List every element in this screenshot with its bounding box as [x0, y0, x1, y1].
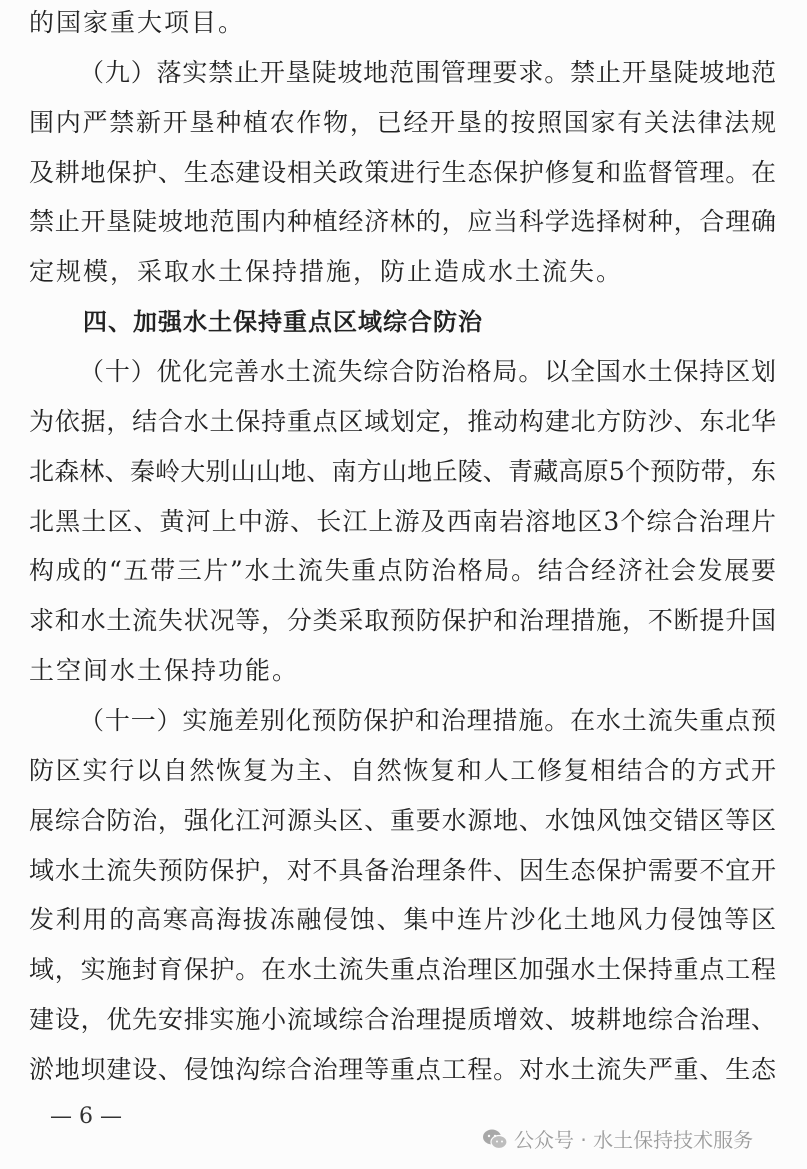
text-line: 展综合防治，强化江河源头区、重要水源地、水蚀风蚀交错区等区: [29, 805, 776, 835]
text-line: 域，实施封育保护。在水土流失重点治理区加强水土保持重点工程: [29, 955, 776, 985]
text-line: 域水土流失预防保护，对不具备治理条件、因生态保护需要不宜开: [29, 855, 776, 885]
text-line: 防区实行以自然恢复为主、自然恢复和人工修复相结合的方式开: [29, 755, 776, 785]
text-line: 土空间水土保持功能。: [29, 656, 300, 686]
wechat-icon: [482, 1128, 508, 1150]
paragraph-10-start: （十）优化完善水土流失综合防治格局。以全国水土保持区划: [79, 357, 776, 387]
text-line: 定规模，采取水土保持措施，防止造成水土流失。: [29, 257, 624, 287]
paragraph-9-start: （九）落实禁止开垦陡坡地范围管理要求。禁止开垦陡坡地范: [79, 57, 776, 87]
section-heading: 四、加强水土保持重点区域综合防治: [83, 308, 483, 337]
page-number: — 6 —: [50, 1104, 122, 1129]
text-line: 的国家重大项目。: [29, 8, 246, 37]
watermark: [482, 1124, 753, 1153]
text-line: 求和水土流失状况等，分类采取预防保护和治理措施，不断提升国: [29, 606, 776, 636]
text-line: 围内严禁新开垦种植农作物，已经开垦的按照国家有关法律法规: [29, 107, 776, 137]
text-line: 北森林、秦岭大别山山地、南方山地丘陵、青藏高原5个预防带，东: [29, 456, 776, 486]
text-line: 禁止开垦陡坡地范围内种植经济林的，应当科学选择树种，合理确: [29, 207, 776, 237]
document-body: [29, 0, 776, 1095]
paragraph-11-start: （十一）实施差别化预防保护和治理措施。在水土流失重点预: [79, 706, 776, 736]
text-line: 为依据，结合水土保持重点区域划定，推动构建北方防沙、东北华: [29, 406, 776, 436]
text-line: 发利用的高寒高海拔冻融侵蚀、集中连片沙化土地风力侵蚀等区: [29, 905, 776, 935]
watermark-text: 公众号 · 水土保持技术服务: [514, 1128, 754, 1152]
text-line: 北黑土区、黄河上中游、长江上游及西南岩溶地区3个综合治理片: [29, 506, 776, 536]
text-line: 淤地坝建设、侵蚀沟综合治理等重点工程。对水土流失严重、生态: [29, 1055, 776, 1085]
text-line: 及耕地保护、生态建设相关政策进行生态保护修复和监督管理。在: [29, 157, 776, 187]
text-line: 构成的“五带三片”水土流失重点防治格局。结合经济社会发展要: [29, 556, 776, 586]
text-line: 建设，优先安排实施小流域综合治理提质增效、坡耕地综合治理、: [29, 1005, 776, 1035]
